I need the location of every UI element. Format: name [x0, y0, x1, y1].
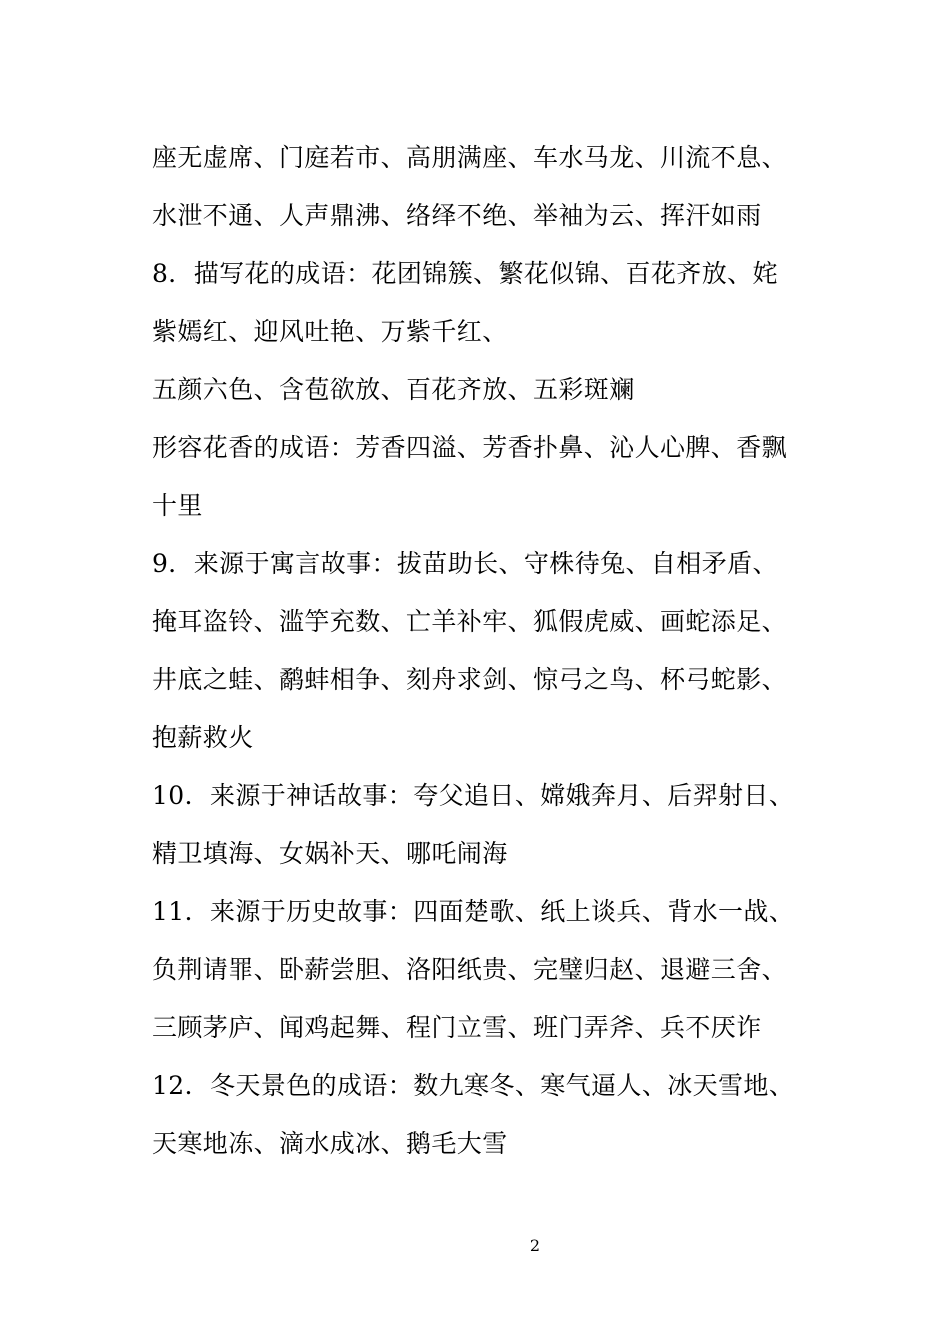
text-line: 掩耳盗铃、滥竽充数、亡羊补牢、狐假虎威、画蛇添足、 — [152, 607, 788, 636]
text-line: 天寒地冻、滴水成冰、鹅毛大雪 — [152, 1129, 508, 1158]
text-line: 抱薪救火 — [152, 723, 254, 752]
text-line: 形容花香的成语：芳香四溢、芳香扑鼻、沁人心脾、香飘 — [152, 433, 788, 462]
text-line: 井底之蛙、鹬蚌相争、刻舟求剑、惊弓之鸟、杯弓蛇影、 — [152, 665, 788, 694]
text-line: 11．来源于历史故事：四面楚歌、纸上谈兵、背水一战、 — [152, 897, 795, 926]
text-line: 五颜六色、含苞欲放、百花齐放、五彩斑斓 — [152, 375, 635, 404]
text-line: 12．冬天景色的成语：数九寒冬、寒气逼人、冰天雪地、 — [152, 1071, 795, 1100]
text-line: 三顾茅庐、闻鸡起舞、程门立雪、班门弄斧、兵不厌诈 — [152, 1013, 762, 1042]
text-line: 负荆请罪、卧薪尝胆、洛阳纸贵、完璧归赵、退避三舍、 — [152, 955, 788, 984]
text-line: 十里 — [152, 491, 203, 520]
text-line: 座无虚席、门庭若市、高朋满座、车水马龙、川流不息、 — [152, 143, 788, 172]
text-line: 精卫填海、女娲补天、哪吒闹海 — [152, 839, 508, 868]
page-number: 2 — [529, 1236, 541, 1255]
text-line: 水泄不通、人声鼎沸、络绎不绝、举袖为云、挥汗如雨 — [152, 201, 762, 230]
text-line: 10．来源于神话故事：夸父追日、嫦娥奔月、后羿射日、 — [152, 781, 795, 810]
text-line: 8．描写花的成语：花团锦簇、繁花似锦、百花齐放、姹 — [152, 259, 778, 288]
text-line: 9．来源于寓言故事：拔苗助长、守株待兔、自相矛盾、 — [152, 549, 778, 578]
text-line: 紫嫣红、迎风吐艳、万紫千红、 — [152, 317, 508, 346]
